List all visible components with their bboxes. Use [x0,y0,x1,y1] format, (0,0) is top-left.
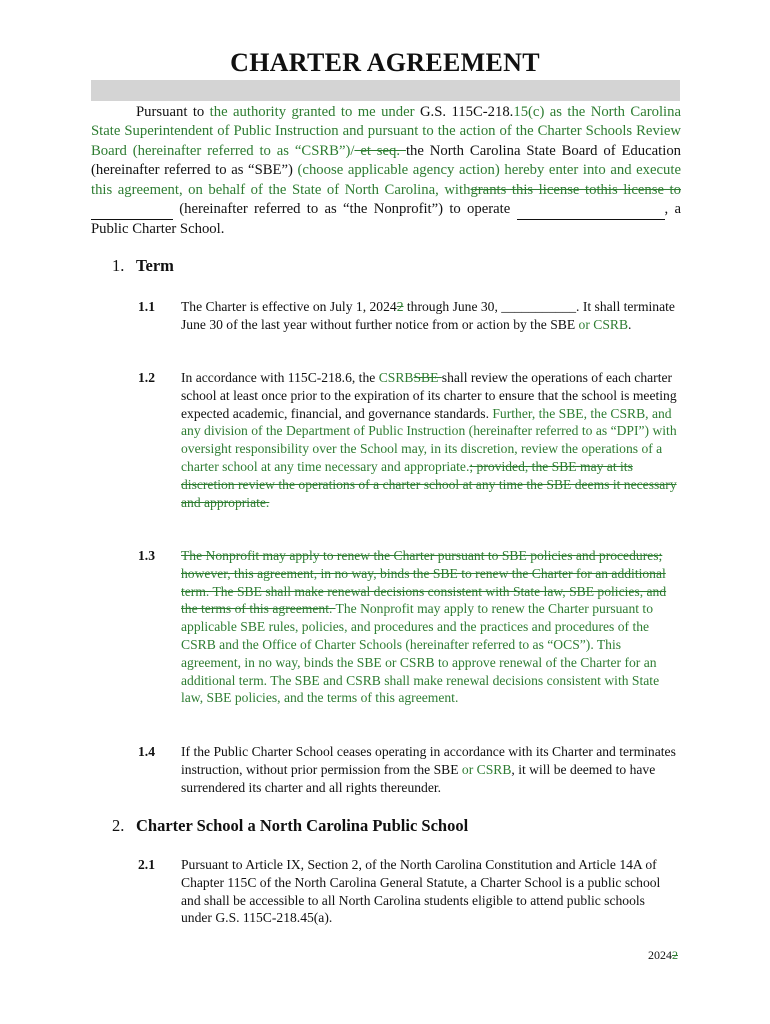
clause-text-span: . [628,316,632,332]
clause-1-2 [138,369,678,511]
clause-number: 1.3 [138,548,155,563]
clause-text-span: shall review the operations of each charter school at least once prior to the expiration of its charter to ensure that the school is meeting expected academic, financial, and governance standards. [181,370,677,421]
clause-1-3 [138,547,678,707]
clause-text [181,298,678,334]
clause-text-span: In accordance with 115C-218.6, the [181,370,379,385]
intro-deleted-text: grants this license to [470,181,597,198]
clause-inserted-text: or CSRB [575,316,629,332]
clause-text-span: through June 30, ___________. It shall terminate June 30 of the last year without further notice from or action by the SBE [181,299,675,332]
intro-inserted-text: 15(c) as the North Carolina State Superintendent of Public Instruction and pursuant to the action of the Charter Schools Review Board (hereinafter referred to as “CSRB”)/ [91,104,681,159]
clause-1-4 [138,743,678,796]
clause-deleted-text: SBE [413,370,442,385]
clause-number: 1.2 [138,370,155,385]
intro-text: (hereinafter referred to as “the Nonprofit”) to operate [173,201,517,218]
clause-number: 2.1 [138,857,155,872]
clause-deleted-text: ; provided, the SBE may at its discretion review the operations of a charter school at any time the SBE deems it necessary and appropriate. [181,458,677,510]
section-heading-term [112,256,174,276]
nonprofit-name-blank [91,200,173,220]
footer-deleted-digit: 2 [672,948,678,962]
intro-inserted-text: (choose applicable agency action) hereby enter into and execute this agreement, on behalf of the State of North Carolina, with [91,162,682,198]
intro-inserted-text: the authority granted to me under [209,104,420,120]
section-heading-public-school [112,816,468,836]
clause-inserted-text: or CSRB [458,761,512,777]
clause-text-span: If the Public Charter School ceases operating in accordance with its Charter and terminates instruction, without prior permission from the SBE [181,744,676,777]
clause-deleted-text: 2 [396,299,404,314]
section-title: Charter School a North Carolina Public School [136,816,469,835]
intro-text: G.S. 115C-218. [419,104,514,120]
clause-inserted-text: CSRB [378,370,414,385]
clause-text-span: The Charter is effective on July 1, 2024 [181,299,397,314]
clause-inserted-text: Further, the SBE, the CSRB, and any division of the Department of Public Instruction (hereinafter referred to as “DPI”) with oversight responsibility over the School may, in its discretion, review the operations of a charter school at any time necessary and appropriate. [181,405,677,474]
clause-text [181,743,678,796]
intro-deleted-text: this license to [596,181,681,198]
section-title: Term [136,256,174,275]
clause-text-span: , it will be deemed to have surrendered its charter and all rights thereunder. [181,761,656,795]
intro-text: Pursuant to [136,104,210,120]
intro-paragraph [91,103,681,240]
school-name-blank [517,200,665,220]
document-title: CHARTER AGREEMENT [230,48,540,77]
intro-deleted-text: et seq. [354,142,406,159]
section-number: 2. [112,816,125,835]
title-shading-bar [91,80,680,101]
clause-number: 1.4 [138,744,155,759]
clause-number: 1.1 [138,299,155,314]
clause-text: Pursuant to Article IX, Section 2, of the North Carolina Constitution and Article 14A of Chapter 115C of the North Carolina General Statute, a Charter School is a public school and shall be accessible to all North Carolina students eligible to attend public schools under G.S. 115C-218.45(a). [181,857,661,926]
footer-year: 2024 [648,948,672,962]
clause-inserted-text: The Nonprofit may apply to renew the Charter pursuant to applicable SBE rules, policies, and procedures and the practices and procedures of the CSRB and the Office of Charter Schools (hereinafter referred to as “OCS”). This agreement, in no way, binds the SBE or CSRB to approve renewal of the Charter for an additional term. The SBE and CSRB shall make renewal decisions consistent with State law, SBE policies, and the terms of this agreement. [181,601,660,706]
clause-2-1 [138,856,678,927]
page-footer [648,948,678,963]
clause-deleted-text: The Nonprofit may apply to renew the Charter pursuant to SBE policies and procedures; however, this agreement, in no way, binds the SBE to renew the Charter for an additional term. The SBE shall make renewal decisions consistent with State law, SBE policies, and the terms of this agreement. [181,548,667,617]
clause-text [181,547,678,707]
section-number: 1. [112,256,125,275]
intro-text: , a Public Charter School. [91,201,681,238]
intro-text: the North Carolina State Board of Education (hereinafter referred to as “SBE”) [91,142,682,179]
clause-text [181,369,678,511]
clause-1-1 [138,298,678,334]
